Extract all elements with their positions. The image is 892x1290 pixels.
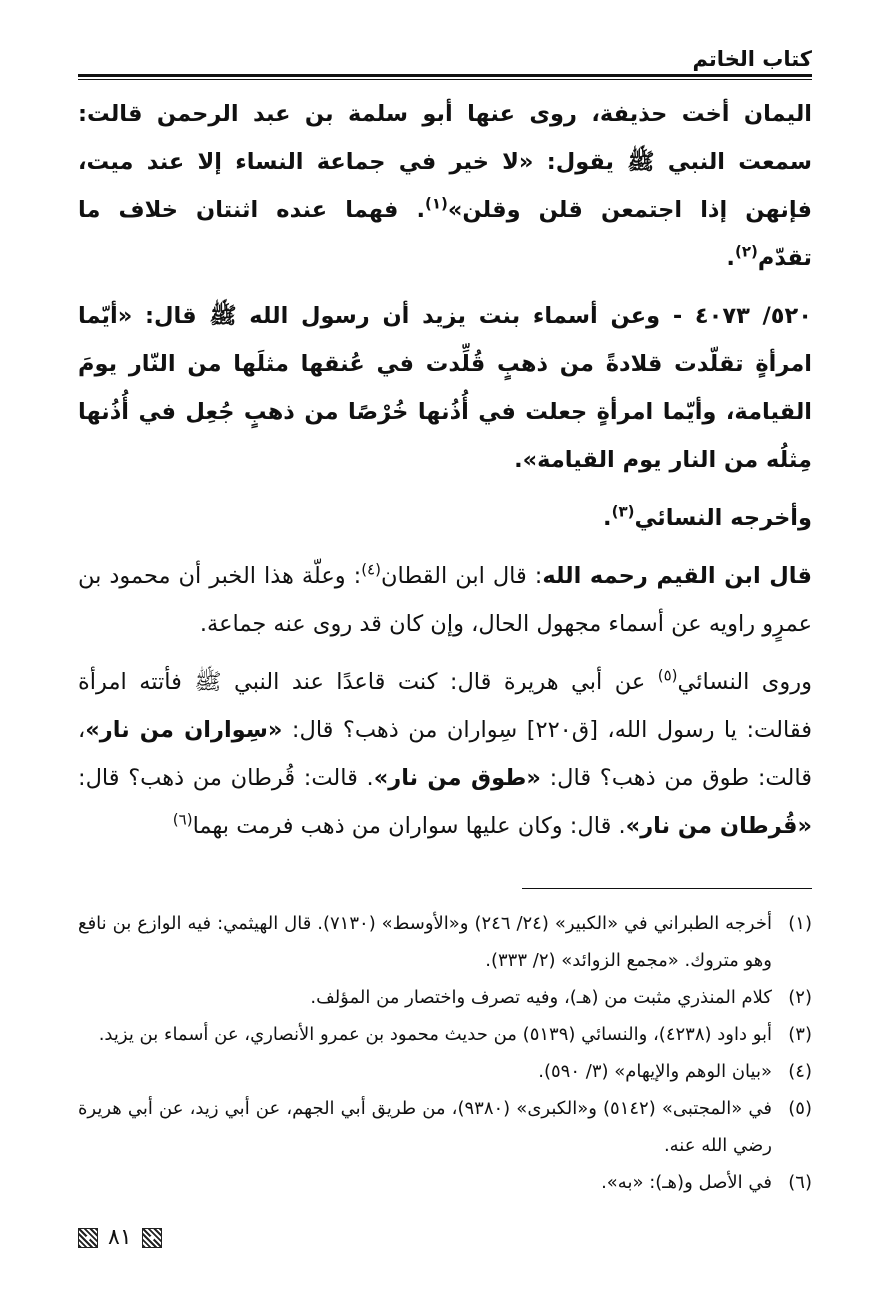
paragraph-3 xyxy=(78,494,812,542)
footnote-text: كلام المنذري مثبت من (هـ)، وفيه تصرف واختصار من المؤلف. xyxy=(310,987,772,1008)
footnote-ref-2[interactable]: (٢) xyxy=(734,242,758,261)
p1-text: اليمان أخت حذيفة، روى عنها أبو سلمة بن عبد الرحمن قالت: سمعت النبي ﷺ يقول: «لا خير في جماعة النساء إلا عند ميت، فإنهن إذا اجتمعن قلن وقلن» xyxy=(78,101,812,223)
footnote-separator xyxy=(522,888,812,889)
footnote-number: (٦) xyxy=(788,1172,812,1193)
p3-text: وأخرجه النسائي xyxy=(634,505,812,531)
p4-rest: : وعلّة هذا الخبر أن محمود بن عمرٍو راويه عن أسماء مجهول الحال، وإن كان قد روى عنه جماعة. xyxy=(78,563,812,637)
p4-lead: قال ابن القيم رحمه الله xyxy=(542,563,812,589)
footnote-text: أبو داود (٤٢٣٨)، والنسائي (٥١٣٩) من حديث محمود بن عمرو الأنصاري، عن أسماء بن يزيد. xyxy=(98,1024,772,1045)
footnote-number: (٢) xyxy=(788,987,812,1008)
footnote-text: في الأصل و(هـ): «به». xyxy=(601,1172,772,1193)
footnote-ref-5[interactable]: (٥) xyxy=(657,666,678,685)
footnote-text: في «المجتبى» (٥١٤٢) و«الكبرى» (٩٣٨٠)، من طريق أبي الجهم، عن أبي زيد، عن أبي هريرة رضي الله عنه. xyxy=(78,1098,772,1156)
book-page xyxy=(78,38,812,1258)
footnote-ref-3[interactable]: (٣) xyxy=(611,502,635,521)
header-title: كتاب الخاتم xyxy=(692,47,812,71)
paragraph-5 xyxy=(78,658,812,850)
footnote-text: «بيان الوهم والإيهام» (٣/ ٥٩٠). xyxy=(538,1061,772,1082)
header-rule-thin xyxy=(78,79,812,80)
footnote-ref-1[interactable]: (١) xyxy=(425,194,448,213)
footnote-6 xyxy=(78,1164,812,1201)
p5-f: . قالت: قُرطان من ذهب؟ قال: xyxy=(78,765,374,791)
p3-end: . xyxy=(603,505,612,531)
footnote-4 xyxy=(78,1053,812,1090)
footnote-5 xyxy=(78,1090,812,1164)
p5-c: «سِواران من نار» xyxy=(85,717,283,743)
p1-end: . xyxy=(726,245,735,271)
footnote-number: (٣) xyxy=(788,1024,812,1045)
p4-mid: : قال ابن القطان xyxy=(380,563,543,589)
footnote-1 xyxy=(78,905,812,979)
footnote-2 xyxy=(78,979,812,1016)
footnotes xyxy=(78,905,812,1201)
p5-d: ، قالت: طوق من ذهب؟ قال: xyxy=(78,717,812,791)
paragraph-4 xyxy=(78,552,812,648)
footnote-number: (٥) xyxy=(788,1098,812,1119)
ornament-square-icon xyxy=(142,1228,162,1248)
footnote-3 xyxy=(78,1016,812,1053)
footnote-text: أخرجه الطبراني في «الكبير» (٢٤/ ٢٤٦) و«الأوسط» (٧١٣٠). قال الهيثمي: فيه الوازع بن نافع وهو متروك. «مجمع الزوائد» (٢/ ٣٣٣). xyxy=(78,913,772,971)
p5-a: وروى النسائي xyxy=(677,669,812,695)
footnote-number: (٤) xyxy=(788,1061,812,1082)
ornament-square-icon xyxy=(78,1228,98,1248)
p5-h: . قال: وكان عليها سواران من ذهب فرمت بهما xyxy=(192,813,626,839)
paragraph-2-hadith: ٥٢٠/ ٤٠٧٣ - وعن أسماء بنت يزيد أن رسول الله ﷺ قال: «أيّما امرأةٍ تقلّدت قلادةً من ذهبٍ قُلِّدت في عُنقها مثلَها من النّار يومَ القيامة، وأيّما امرأةٍ جعلت في أُذُنها خُرْصًا من ذهبٍ جُعِل في أُذُنها مِثلُه من النار يوم القيامة». xyxy=(78,303,812,473)
footnote-ref-6[interactable]: (٦) xyxy=(172,810,193,829)
footnote-number: (١) xyxy=(788,913,812,934)
p5-g: «قُرطان من نار» xyxy=(625,813,812,839)
paragraph-1 xyxy=(78,90,812,282)
running-header xyxy=(78,38,812,72)
page-footer xyxy=(78,1226,162,1250)
p5-e: «طوق من نار» xyxy=(373,765,541,791)
p1-tail: . فهما عنده اثنتان خلاف ما تقدّم xyxy=(78,197,812,271)
footnote-ref-4[interactable]: (٤) xyxy=(361,560,381,579)
page-number: ٨١ xyxy=(108,1225,132,1250)
main-text xyxy=(78,90,812,850)
header-rule-thick xyxy=(78,74,812,77)
p5-b: عن أبي هريرة قال: كنت قاعدًا عند النبي ﷺ فأتته امرأة فقالت: يا رسول الله، [ق٢٢٠] سِواران من ذهب؟ قال: xyxy=(78,669,812,743)
